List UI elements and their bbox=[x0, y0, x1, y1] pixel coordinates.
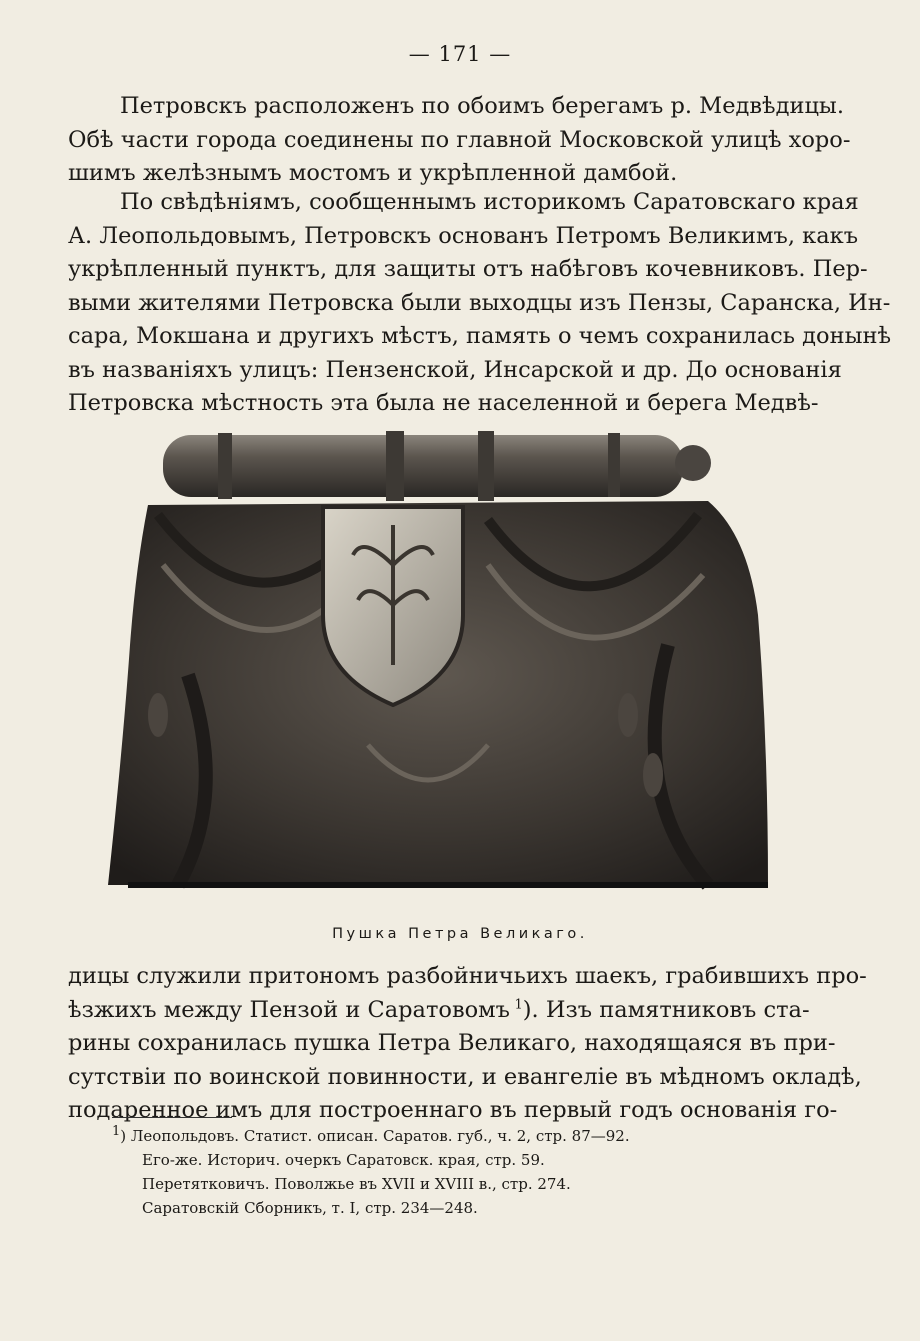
footnotes bbox=[112, 1124, 630, 1220]
paragraph-2 bbox=[68, 186, 892, 421]
text-line: выми жителями Петровска были выходцы изъ Пензы, Саранска, Ин- bbox=[68, 289, 891, 316]
figure-caption: Пушка Петра Великаго. bbox=[332, 926, 588, 942]
text-line: Обѣ части города соединены по главной Московской улицѣ хоро- bbox=[68, 126, 851, 153]
footnote-marker: 1 bbox=[514, 997, 523, 1012]
cannon-illustration bbox=[68, 415, 808, 905]
text-segment: ). Изъ памятниковъ ста- bbox=[522, 996, 810, 1023]
text-line: Петровскъ расположенъ по обоимъ берегамъ р. Медвѣдицы. bbox=[120, 93, 844, 119]
text-line: дицы служили притономъ разбойничьихъ шаекъ, грабившихъ про- bbox=[68, 963, 867, 989]
text-line: укрѣпленный пунктъ, для защиты отъ набѣговъ кочевниковъ. Пер- bbox=[68, 256, 868, 282]
text-line bbox=[68, 994, 810, 1028]
cannon-barrel bbox=[163, 431, 711, 501]
footnote-text: ) Леопольдовъ. Статист. описан. Саратов. губ., ч. 2, стр. 87—92. bbox=[120, 1127, 630, 1145]
text-line: А. Леопольдовымъ, Петровскъ основанъ Петромъ Великимъ, какъ bbox=[68, 222, 859, 249]
text-segment: ѣзжихъ между Пензой и Саратовомъ bbox=[68, 996, 510, 1023]
text-line: рины сохранилась пушка Петра Великаго, находящаяся въ при- bbox=[68, 1030, 836, 1056]
paragraph-3 bbox=[68, 960, 867, 1128]
text-line: сара, Мокшана и другихъ мѣстъ, память о чемъ сохранилась донынѣ bbox=[68, 323, 892, 349]
paragraph-1 bbox=[68, 90, 851, 191]
text-line: въ названіяхъ улицъ: Пензенской, Инсарской и др. До основанія bbox=[68, 356, 842, 383]
footnote-line: Его-же. Историч. очеркъ Саратовск. края, стр. 59. bbox=[142, 1151, 545, 1169]
footnote-line: Перетятковичъ. Поволжье въ XVII и XVIII в., стр. 274. bbox=[142, 1175, 571, 1193]
footnote-line bbox=[112, 1124, 630, 1148]
page-number: — 171 — bbox=[408, 42, 512, 66]
text-line: По свѣдѣніямъ, сообщеннымъ историкомъ Саратовскаго края bbox=[120, 189, 859, 215]
footnote-divider bbox=[112, 1117, 232, 1118]
text-line: сутствіи по воинской повинности, и евангеліе въ мѣдномъ окладѣ, bbox=[68, 1063, 862, 1090]
text-line: шимъ желѣзнымъ мостомъ и укрѣпленной дамбой. bbox=[68, 160, 678, 186]
text-line: Петровска мѣстность эта была не населенной и берега Медвѣ- bbox=[68, 390, 819, 416]
footnote-marker: 1 bbox=[112, 1124, 121, 1139]
footnote-line: Саратовскій Сборникъ, т. I, стр. 234—248. bbox=[142, 1199, 478, 1217]
text-line: подаренное имъ для построеннаго въ первый годъ основанія го- bbox=[68, 1097, 838, 1123]
